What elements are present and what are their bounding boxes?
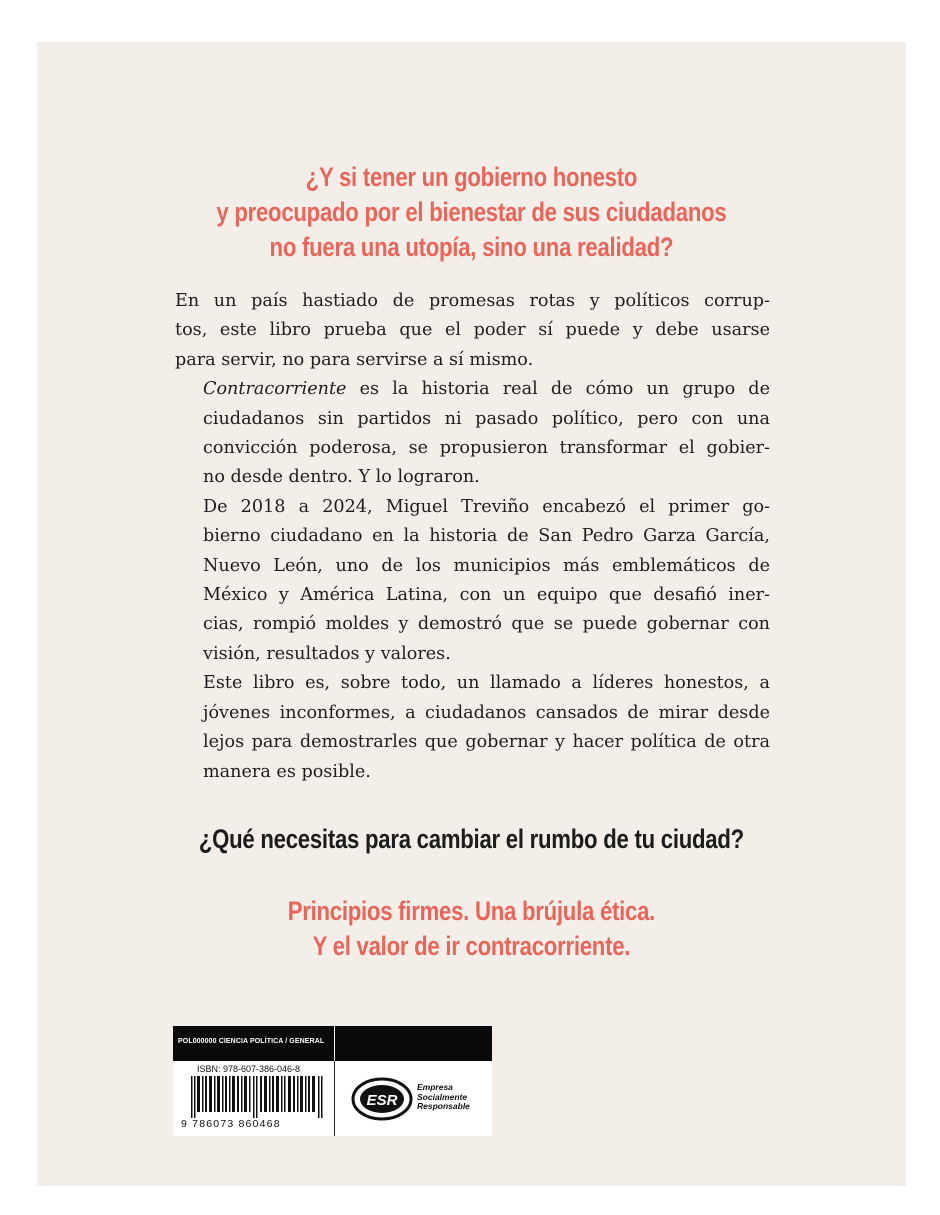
hook-line-2: y preocupado por el bienestar de sus ciudadanos (216, 197, 727, 227)
synopsis-paragraph-4: Este libro es, sobre todo, un llamado a líderes honestos, a jóvenes inconformes, a ciudadanos cansados de mirar desde lejos para demostrarles que gobernar y hacer política de otra manera es posible. (203, 673, 770, 782)
synopsis-paragraph-2: Contracorriente es la historia real de cómo un grupo de ciudadanos sin partidos ni pasado político, pero con una convicción poderosa, se propusieron transformar el gobier- no desde dentro. Y lo lograron. (203, 379, 770, 488)
synopsis-paragraph-3: De 2018 a 2024, Miguel Treviño encabezó el primer go- bierno ciudadano en la historia de San Pedro Garza García, Nuevo León, uno de los municipios más emblemáticos de México y América Latina, con un equipo que desafió iner- cias, rompió moldes y demostró que se puede gobernar con visión, resultados y valores. (203, 496, 770, 664)
isbn-label: ISBN: 978-607-386-046-8 (197, 1064, 301, 1074)
esr-logo-icon (351, 1076, 413, 1122)
synopsis (175, 287, 770, 787)
esr-caption: Empresa Socialmente Responsable (417, 1082, 470, 1111)
hook-headline (115, 160, 828, 265)
esr-mark: ESR (366, 1092, 398, 1109)
answer-headline (115, 894, 828, 964)
barcode-icon (191, 1076, 325, 1118)
answer-line-1: Principios firmes. Una brújula ética. (287, 896, 656, 926)
barcode-panel (173, 1026, 492, 1136)
category-label: POL000000 CIENCIA POLÍTICA / GENERAL (178, 1038, 325, 1045)
hook-line-1: ¿Y si tener un gobierno honesto (305, 162, 638, 192)
synopsis-paragraph-1: En un país hastiado de promesas rotas y políticos corrup- tos, este libro prueba que el poder sí puede y debe usarse para servir, no para servirse a sí mismo. (175, 291, 770, 370)
answer-line-2: Y el valor de ir contracorriente. (312, 931, 631, 961)
divider (334, 1061, 335, 1136)
book-title: Contracorriente (203, 379, 347, 400)
hook-line-3: no fuera una utopía, sino una realidad? (269, 232, 674, 262)
question-headline: ¿Qué necesitas para cambiar el rumbo de tu ciudad? (198, 824, 744, 854)
barcode-digits: 9 786073 860468 (181, 1118, 281, 1130)
